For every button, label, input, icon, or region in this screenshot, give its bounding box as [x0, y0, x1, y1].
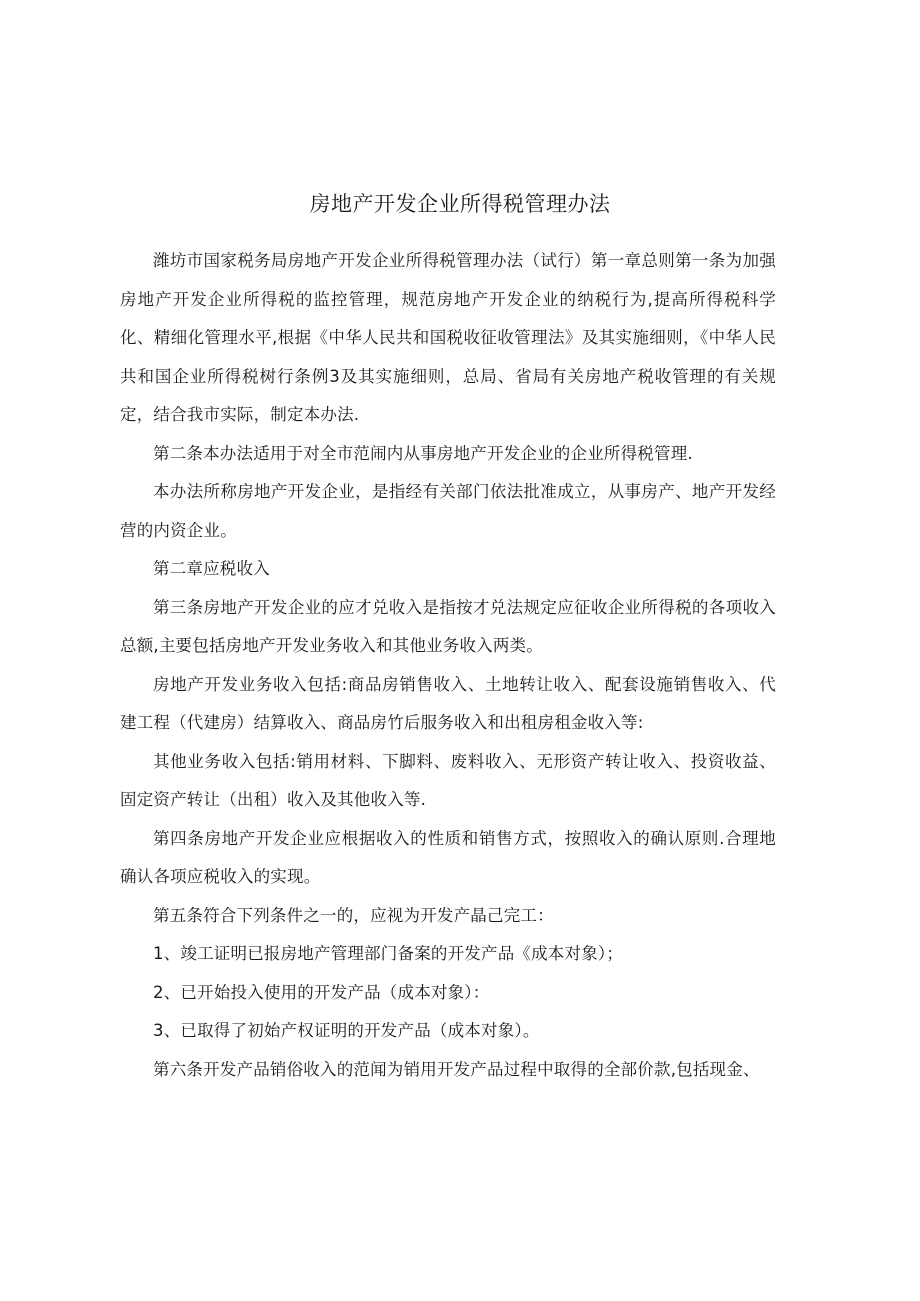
paragraph-article-6: 第六条开发产品销俗收入的范闻为销用开发产品过程中取得的全部价款,包括现金、 [153, 1059, 760, 1079]
list-item-2: 2、已开始投入使用的开发产品（成本对象）： [153, 982, 490, 1002]
paragraph-article-5: 第五条符合下列条件之一的，应视为开发产晶己完工： [153, 905, 554, 925]
list-item-1: 1、竣工证明已报房地产管理部门备案的开发产品《成本对象）； [153, 944, 624, 963]
paragraph-article-2: 第二条本办法适用于对全市范闹内从事房地产开发企业的企业所得税管理. [153, 443, 693, 463]
document-title: 房地产开发企业所得税管理办法 [309, 192, 611, 216]
paragraph-other-income: 其他业务收入包括:销用材料、下脚料、废料收入、无形资产转让收入、投资收益、固定资产转让（出租）收入及其他收入等. [120, 751, 776, 809]
list-item-3: 3、已取得了初始产权证明的开发产品（成本对象）。 [153, 1021, 540, 1040]
chapter-heading-2: 第二章应税收入 [153, 559, 270, 578]
paragraph-article-1: 潍坊市国家税务局房地产开发企业所得税管理办法（试行）第一章总则第一条为加强房地产开发企业所得税的监控管理，规范房地产开发企业的纳税行为,提高所得税科学化、精细化管理水平,根据《中华人民共和国税收征收管理法》及其实施细则，《中华人民共和国企业所得税树行条例3及其实施细则，总局、省局有关房地产税收管理的有关规定，结合我市实际，制定本办法. [120, 251, 776, 424]
paragraph-dev-income: 房地产开发业务收入包括:商品房销售收入、土地转让收入、配套设施销售收入、代建工程（代建房）结算收入、商品房竹后服务收入和出租房租金收入等: [120, 674, 776, 732]
paragraph-article-4: 第四条房地产开发企业应根据收入的性质和销售方式，按照收入的确认原则.合理地确认各项应税收入的实现。 [120, 828, 776, 886]
document-body [120, 242, 776, 1089]
paragraph-article-3: 第三条房地产开发企业的应才兑收入是指按才兑法规定应征收企业所得税的各项收入总额,主要包括房地产开发业务收入和其他业务收入两类。 [120, 597, 776, 655]
paragraph-definition: 本办法所称房地产开发企业，是指经有关部门依法批准成立，从事房产、地产开发经营的内资企业。 [120, 482, 776, 540]
